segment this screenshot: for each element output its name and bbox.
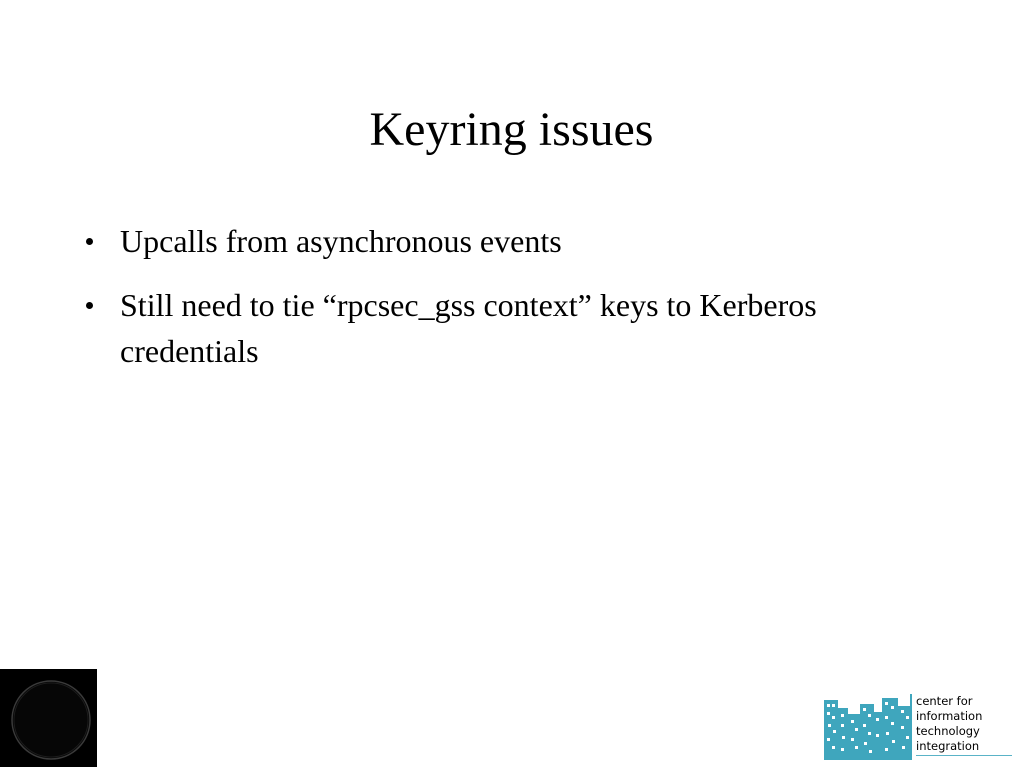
city-skyline-icon [824,694,912,760]
bullet-item [84,218,914,264]
bullet-item [84,282,914,374]
logo-underline [916,755,1012,756]
bullet-dot-icon [86,238,93,245]
logo-line-center: center for [916,694,973,708]
logo-text [916,694,1016,754]
citi-logo [824,694,1014,760]
logo-line-integration: integration [916,739,980,753]
bullet-list [84,218,914,392]
circle-seal-icon [0,669,97,767]
bullet-text: Still need to tie “rpcsec_gss context” keys to Kerberos credentials [120,287,817,369]
bullet-text: Upcalls from asynchronous events [120,223,562,259]
slide-title: Keyring issues [369,103,654,156]
logo-line-technology: technology [916,724,980,738]
bullet-dot-icon [86,302,93,309]
corner-seal [0,669,97,767]
logo-line-information: information [916,709,983,723]
